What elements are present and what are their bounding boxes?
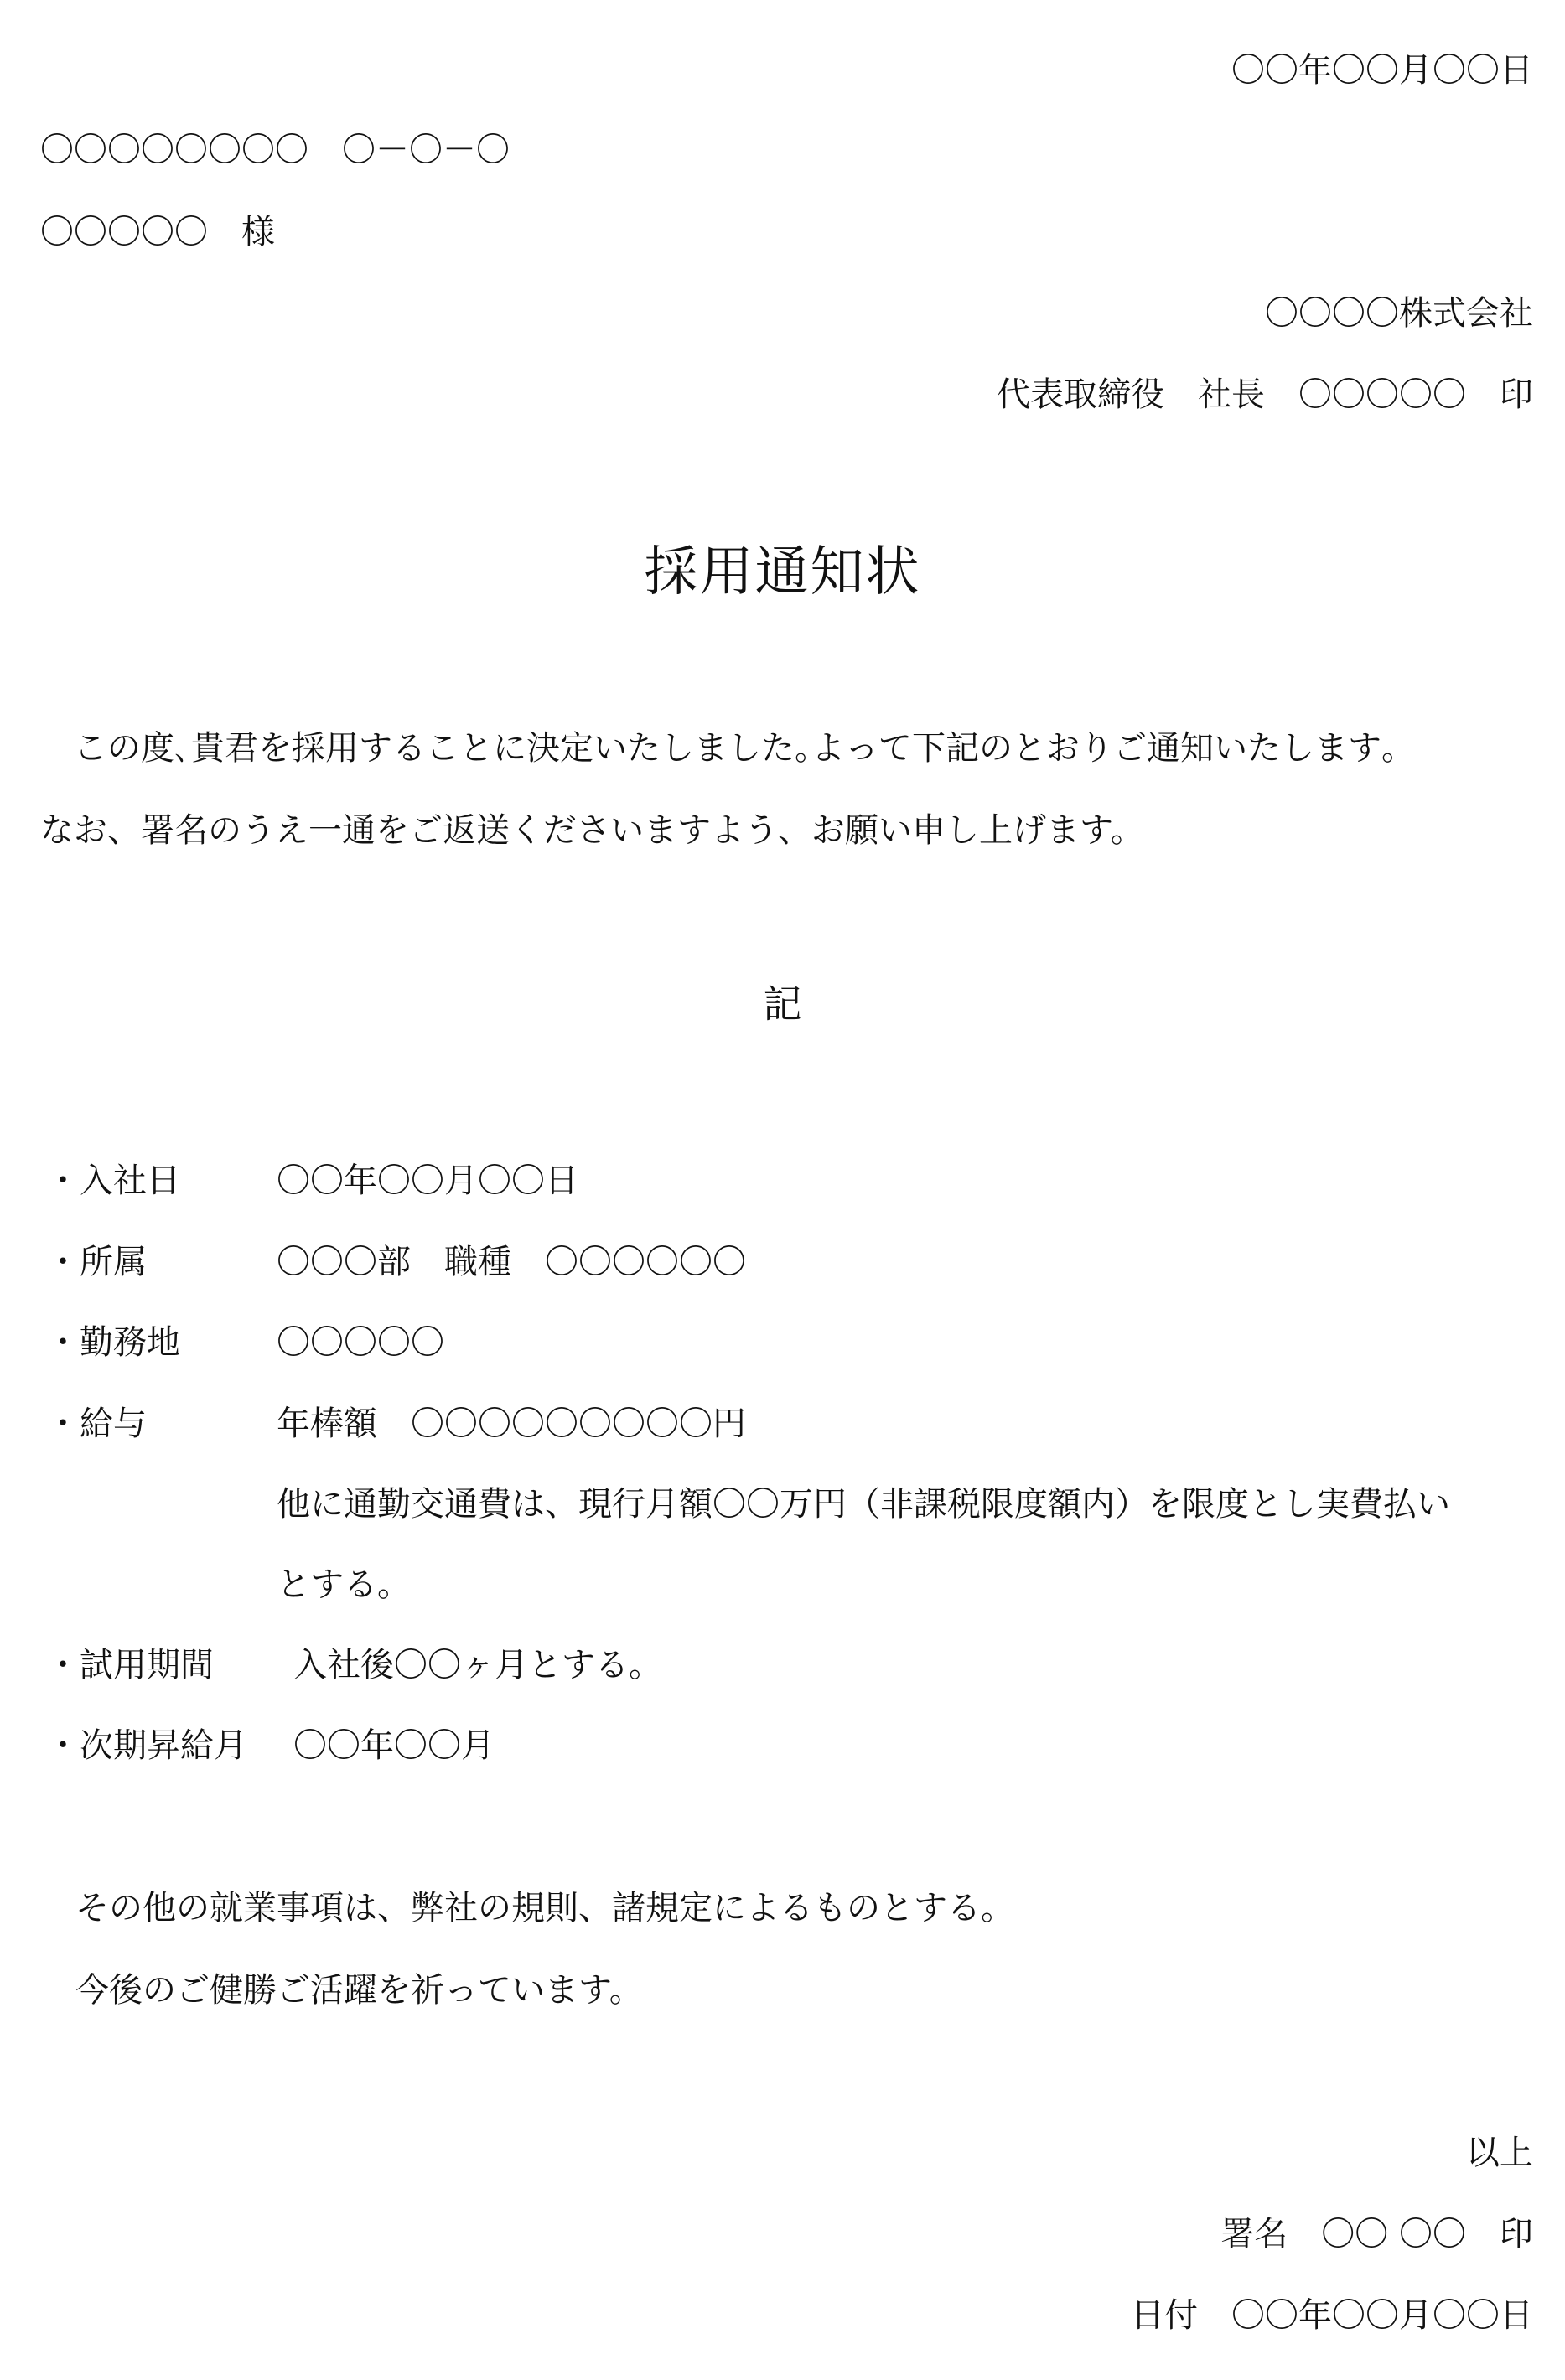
document-date: 〇〇年〇〇月〇〇日: [1231, 51, 1533, 90]
item-label-next-raise: ・次期昇給月: [46, 1726, 247, 1765]
closing-line-1: その他の就業事項は、弊社の規則、諸規定によるものとする。: [75, 1889, 1014, 1927]
item-label-department: ・所属: [46, 1243, 147, 1281]
company-name: 〇〇〇〇株式会社: [1265, 294, 1533, 333]
body-paragraph-line-2: なお、署名のうえ一通をご返送くださいますよう、お願い申し上げます。: [40, 811, 1144, 850]
item-label-trial-period: ・試用期間: [46, 1646, 214, 1684]
item-value-workplace: 〇〇〇〇〇: [277, 1323, 444, 1362]
item-label-salary: ・給与: [46, 1405, 147, 1443]
document-title: 採用通知状: [644, 541, 921, 603]
recipient-name: 〇〇〇〇〇 様: [40, 213, 275, 251]
signed-date: 日付 〇〇年〇〇月〇〇日: [1131, 2296, 1533, 2335]
item-value-department: 〇〇〇部 職種 〇〇〇〇〇〇: [277, 1243, 746, 1281]
item-label-join-date: ・入社日: [46, 1162, 180, 1200]
closing-line-2: 今後のご健勝ご活躍を祈っています。: [75, 1971, 643, 2010]
item-value-trial-period: 入社後〇〇ヶ月とする。: [293, 1646, 662, 1684]
item-value-salary: 年棒額 〇〇〇〇〇〇〇〇〇円: [277, 1405, 746, 1443]
ijo-closing-mark: 以上: [1466, 2134, 1533, 2172]
recipient-address: 〇〇〇〇〇〇〇〇 〇－〇－〇: [40, 131, 510, 169]
salary-note-line-2: とする。: [277, 1565, 411, 1604]
item-label-workplace: ・勤務地: [46, 1323, 180, 1362]
item-value-join-date: 〇〇年〇〇月〇〇日: [277, 1162, 578, 1200]
ki-heading: 記: [763, 981, 802, 1027]
salary-note-line-1: 他に通勤交通費は、現行月額〇〇万円（非課税限度額内）を限度とし実費払い: [277, 1485, 1450, 1524]
signature-line: 署名 〇〇 〇〇 印: [1220, 2215, 1533, 2253]
signatory: 代表取締役 社長 〇〇〇〇〇 印: [997, 375, 1533, 414]
item-value-next-raise: 〇〇年〇〇月: [293, 1726, 495, 1765]
body-paragraph-line-1: この度､貴君を採用することに決定いたしました｡よって下記のとおりご通知いたします｡: [40, 729, 1398, 768]
